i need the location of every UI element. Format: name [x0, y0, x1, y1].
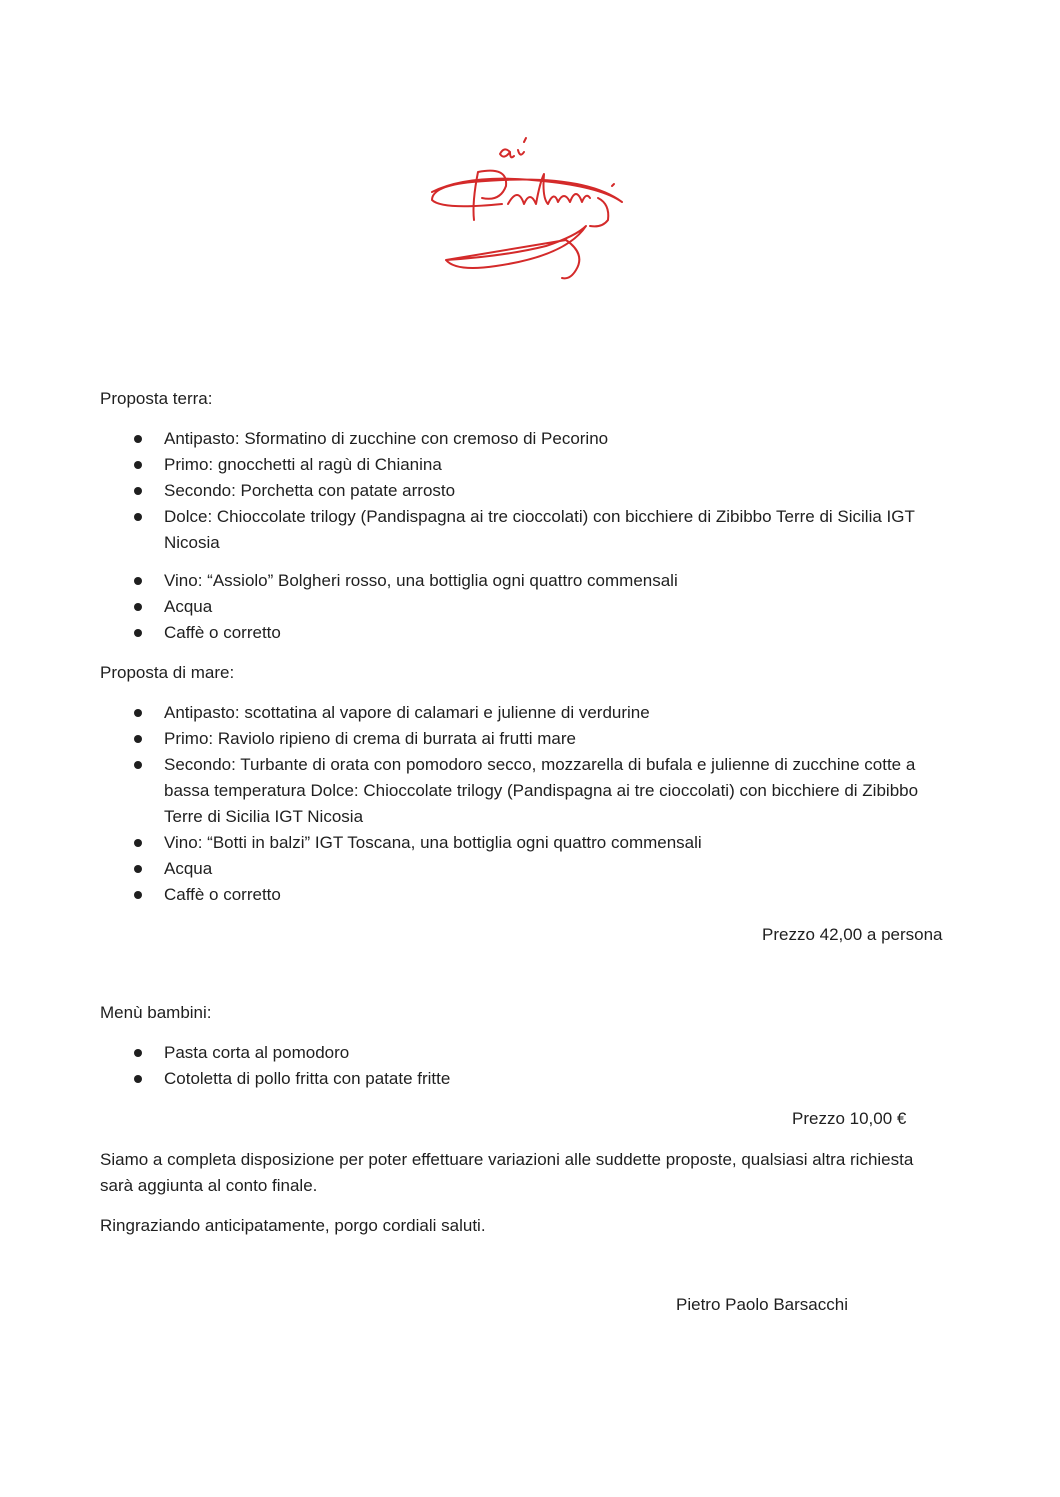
- price-bambini: Prezzo 10,00 €: [792, 1109, 907, 1128]
- list-item: Antipasto: scottatina al vapore di calamari e julienne di verdurine: [100, 700, 960, 726]
- signature-name: Pietro Paolo Barsacchi: [676, 1295, 848, 1314]
- list-item: Caffè o corretto: [100, 882, 960, 908]
- thanks-paragraph: Ringraziando anticipatamente, porgo cordiali saluti.: [100, 1216, 486, 1235]
- list-item: Secondo: Turbante di orata con pomodoro secco, mozzarella di bufala e julienne di zucchine cotte a bassa temperatura Dolce: Chioccolate trilogy (Pandispagna ai tre cioccolati) con bicchiere di Zibibbo Terre di Sicilia IGT Nicosia: [100, 752, 960, 830]
- list-item: Caffè o corretto: [100, 620, 960, 646]
- list-item: Vino: “Botti in balzi” IGT Toscana, una bottiglia ogni quattro commensali: [100, 830, 960, 856]
- list-item: Vino: “Assiolo” Bolgheri rosso, una bottiglia ogni quattro commensali: [100, 568, 960, 594]
- paolieri-logo: [412, 132, 648, 292]
- list-item: Acqua: [100, 856, 960, 882]
- section-heading-mare: Proposta di mare:: [100, 663, 235, 682]
- availability-paragraph: Siamo a completa disposizione per poter effettuare variazioni alle suddette proposte, qualsiasi altra richiesta sarà aggiunta al conto finale.: [100, 1150, 914, 1195]
- list-item: Cotoletta di pollo fritta con patate fritte: [100, 1066, 960, 1092]
- price-mare-terra: Prezzo 42,00 a persona: [762, 925, 943, 944]
- list-item: Antipasto: Sformatino di zucchine con cremoso di Pecorino: [100, 426, 960, 452]
- list-item: Dolce: Chioccolate trilogy (Pandispagna ai tre cioccolati) con bicchiere di Zibibbo Terre di Sicilia IGT Nicosia: [100, 504, 960, 556]
- list-item: Acqua: [100, 594, 960, 620]
- mare-menu-list: [100, 700, 960, 908]
- bambini-menu-list: [100, 1040, 960, 1092]
- list-item: Pasta corta al pomodoro: [100, 1040, 960, 1066]
- list-item: Secondo: Porchetta con patate arrosto: [100, 478, 960, 504]
- section-heading-terra: Proposta terra:: [100, 389, 213, 408]
- section-heading-bambini: Menù bambini:: [100, 1003, 212, 1022]
- list-item: Primo: gnocchetti al ragù di Chianina: [100, 452, 960, 478]
- list-item: Primo: Raviolo ripieno di crema di burrata ai frutti mare: [100, 726, 960, 752]
- terra-menu-list: [100, 426, 960, 646]
